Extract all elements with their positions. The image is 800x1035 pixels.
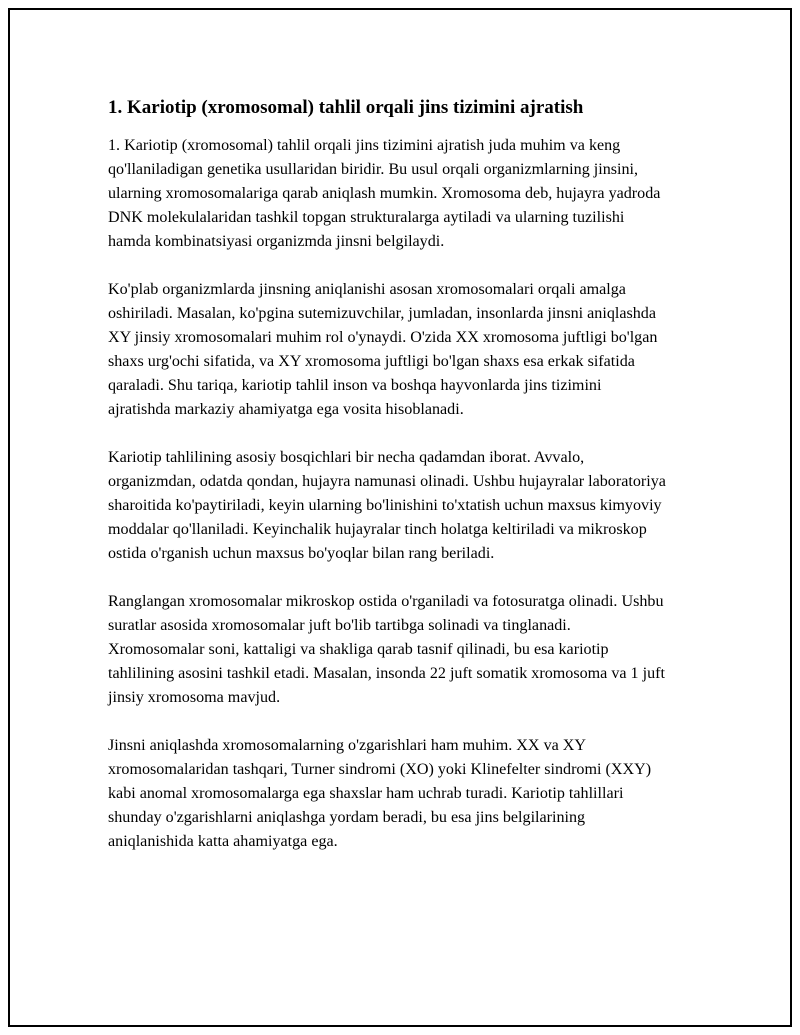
paragraph-1: 1. Kariotip (xromosomal) tahlil orqali jins tizimini ajratish juda muhim va keng qo'llaniladigan genetika usullaridan biridir. Bu usul orqali organizmlarning jinsini, ularning xromosomalariga qarab aniqlash mumkin. Xromosoma deb, hujayra yadroda DNK molekulalaridan tashkil topgan strukturalarga aytiladi va ularning tuzilishi hamda kombinatsiyasi organizmda jinsni belgilaydi. bbox=[108, 137, 661, 250]
paragraph-5: Jinsni aniqlashda xromosomalarning o'zgarishlari ham muhim. XX va XY xromosomalaridan tashqari, Turner sindromi (XO) yoki Klinefelter sindromi (XXY) kabi anomal xromosomalarga ega shaxslar ham uchrab turadi. Kariotip tahlillari shunday o'zgarishlarni aniqlashga yordam beradi, bu esa jins belgilarining aniqlanishida katta ahamiyatga ega. bbox=[108, 737, 652, 850]
paragraph-2: Ko'plab organizmlarda jinsning aniqlanishi asosan xromosomalari orqali amalga oshiriladi. Masalan, ko'pgina sutemizuvchilar, jumladan, insonlarda jinsni aniqlashda XY jinsiy xromosomalari muhim rol o'ynaydi. O'zida XX xromosoma juftligi bo'lgan shaxs urg'ochi sifatida, va XY xromosoma juftligi bo'lgan shaxs esa erkak sifatida qaraladi. Shu tariqa, kariotip tahlil inson va boshqa hayvonlarda jins tizimini ajratishda markaziy ahamiyatga ega vosita hisoblanadi. bbox=[108, 281, 658, 418]
paragraph-3: Kariotip tahlilining asosiy bosqichlari bir necha qadamdan iborat. Avvalo, organizmdan, odatda qondan, hujayra namunasi olinadi. Ushbu hujayralar laboratoriya sharoitida ko'paytiriladi, keyin ularning bo'linishini to'xtatish uchun maxsus kimyoviy moddalar qo'llaniladi. Keyinchalik hujayralar tinch holatga keltiriladi va mikroskop ostida o'rganish uchun maxsus bo'yoqlar bilan rang beriladi. bbox=[108, 449, 666, 562]
paragraph-4: Ranglangan xromosomalar mikroskop ostida o'rganiladi va fotosuratga olinadi. Ushbu suratlar asosida xromosomalar juft bo'lib tartibga solinadi va tinglanadi. Xromosomalar soni, kattaligi va shakliga qarab tasnif qilinadi, bu esa kariotip tahlilining asosini tashkil etadi. Masalan, insonda 22 juft somatik xromosoma va 1 juft jinsiy xromosoma mavjud. bbox=[108, 593, 665, 706]
document-title: 1. Kariotip (xromosomal) tahlil orqali jins tizimini ajratish bbox=[108, 97, 584, 118]
document-body bbox=[108, 96, 668, 854]
